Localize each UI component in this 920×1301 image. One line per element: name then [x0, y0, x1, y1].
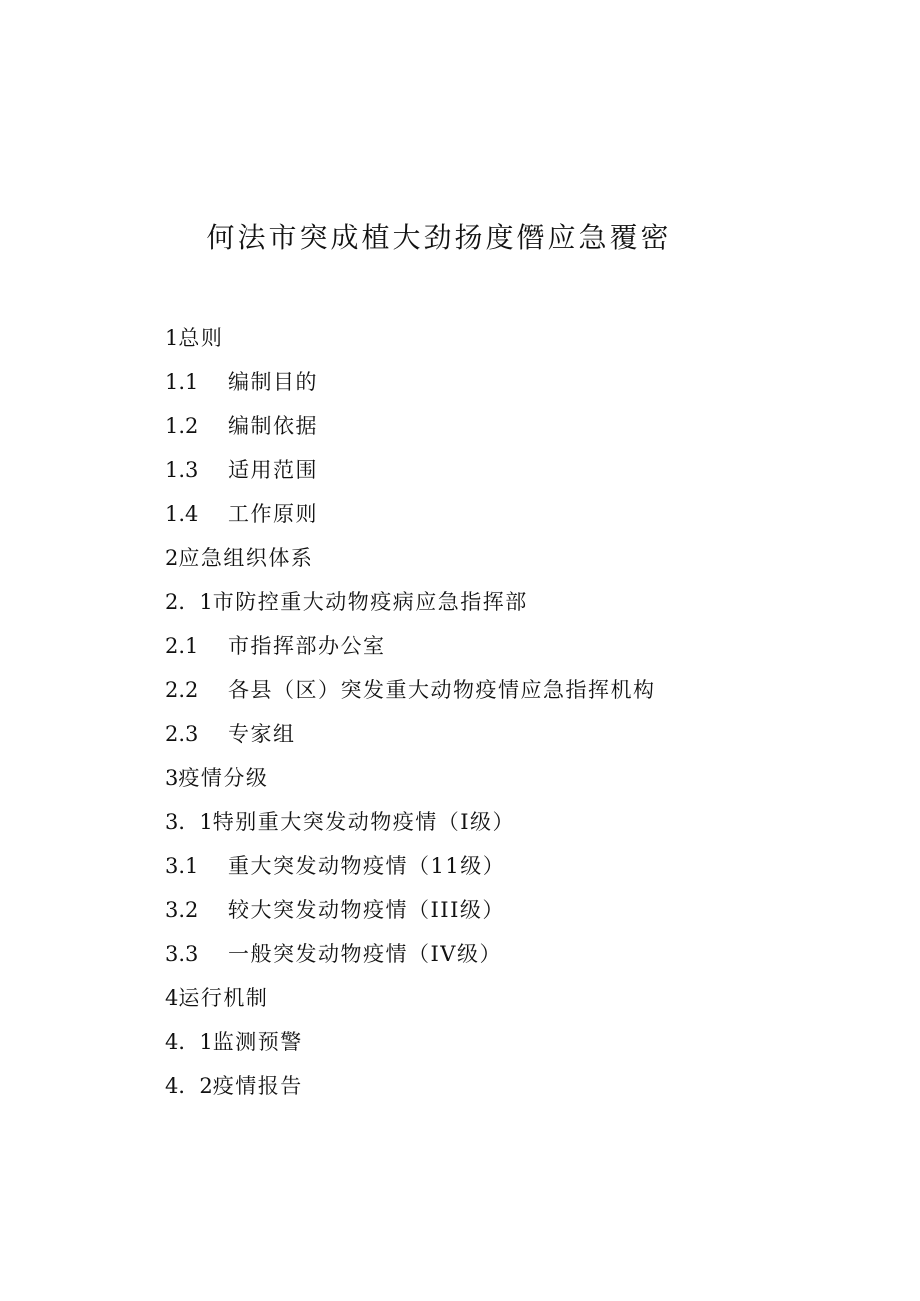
toc-entry	[165, 932, 865, 976]
toc-entry	[165, 316, 865, 360]
toc-entry-text: 市指挥部办公室	[228, 634, 386, 658]
toc-entry	[165, 668, 865, 712]
toc-entry-number: 1.2	[165, 414, 199, 438]
toc-entry-text: 编制目的	[228, 370, 318, 394]
toc-entry-text: 重大突发动物疫情（11级）	[228, 854, 506, 878]
toc-entry-text: 工作原则	[228, 502, 318, 526]
toc-entry-text: 监测预警	[212, 1030, 303, 1054]
document-title: 何法市突成植大劲扬度僭应急覆密	[206, 221, 672, 254]
toc-entry	[165, 712, 865, 756]
toc-entry	[165, 1020, 865, 1064]
toc-entry-text: 专家组	[228, 722, 296, 746]
toc-entry-number: 1	[165, 326, 179, 350]
toc-entry-number: 3.1	[165, 854, 199, 878]
toc-entry-text: 特别重大突发动物疫情（I级）	[212, 810, 516, 834]
toc-entry-text: 运行机制	[178, 986, 269, 1010]
toc-entry	[165, 404, 865, 448]
toc-entry	[165, 1064, 865, 1108]
table-of-contents	[165, 316, 865, 1108]
toc-entry-text: 一般突发动物疫情（IV级）	[228, 942, 502, 966]
toc-entry	[165, 624, 865, 668]
toc-entry-text: 总则	[178, 326, 224, 350]
toc-entry-number: 2	[165, 546, 179, 570]
toc-entry-text: 适用范围	[228, 458, 318, 482]
toc-entry-number: 2．1	[165, 590, 213, 614]
toc-entry	[165, 580, 865, 624]
toc-entry-text: 疫情分级	[178, 766, 269, 790]
toc-entry-number: 3	[165, 766, 179, 790]
toc-entry-number: 3．1	[165, 810, 213, 834]
toc-entry-number: 1.3	[165, 458, 199, 482]
toc-entry	[165, 844, 865, 888]
toc-entry-text: 市防控重大动物疫病应急指挥部	[212, 590, 528, 614]
toc-entry-text: 疫情报告	[212, 1074, 303, 1098]
toc-entry-number: 1.4	[165, 502, 199, 526]
toc-entry-text: 应急组织体系	[178, 546, 314, 570]
toc-entry-number: 3.2	[165, 898, 199, 922]
toc-entry	[165, 536, 865, 580]
toc-entry	[165, 976, 865, 1020]
toc-entry	[165, 888, 865, 932]
toc-entry-number: 1.1	[165, 370, 199, 394]
toc-entry	[165, 492, 865, 536]
toc-entry-number: 4．2	[165, 1074, 213, 1098]
toc-entry-text: 编制依据	[228, 414, 318, 438]
toc-entry	[165, 756, 865, 800]
toc-entry	[165, 360, 865, 404]
toc-entry-text: 较大突发动物疫情（III级）	[228, 898, 505, 922]
toc-entry-text: 各县（区）突发重大动物疫情应急指挥机构	[228, 678, 656, 702]
toc-entry-number: 4．1	[165, 1030, 213, 1054]
toc-entry	[165, 800, 865, 844]
toc-entry-number: 2.3	[165, 722, 199, 746]
toc-entry	[165, 448, 865, 492]
toc-entry-number: 3.3	[165, 942, 199, 966]
toc-entry-number: 2.1	[165, 634, 199, 658]
toc-entry-number: 2.2	[165, 678, 199, 702]
toc-entry-number: 4	[165, 986, 179, 1010]
